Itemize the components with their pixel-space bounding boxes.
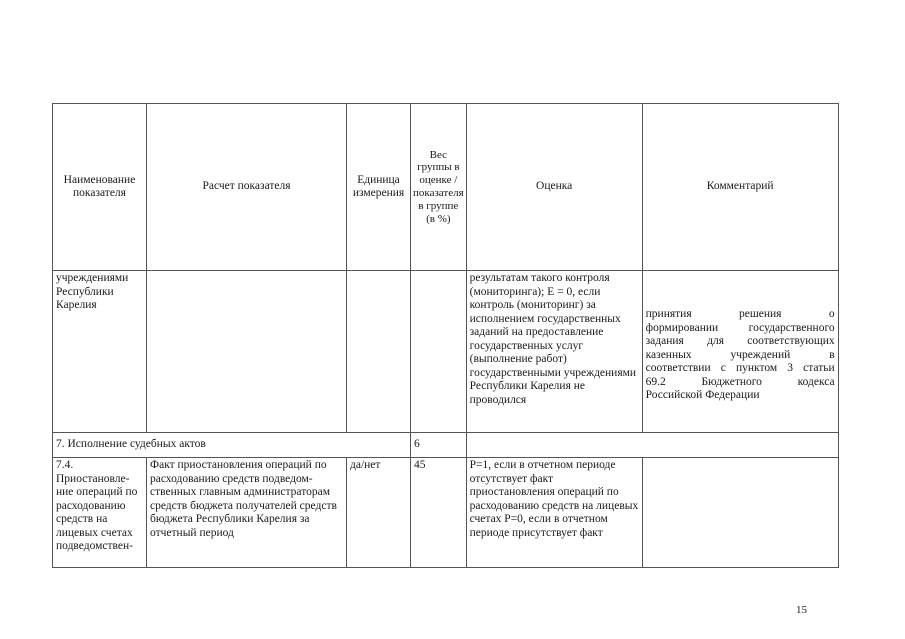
comment-line: 69.2 Бюджетного кодекса (645, 375, 835, 388)
comment-line: принятия решения о (645, 308, 835, 320)
section-row (53, 433, 839, 458)
row-assessment: результатам такого контроля (мониторинга); E = 0, если контроль (мониторинг) за исполнением государственных заданий на предоставление государственных услуг (выполнение работ) государственными учреждениями Республики Карелия не проводился (466, 271, 642, 433)
row-calc (147, 271, 347, 433)
header-unit: Единица измерения (347, 104, 411, 271)
comment-line: задания для соответствующих (645, 335, 835, 347)
section-weight: 6 (411, 433, 467, 458)
indicator-table (52, 103, 839, 568)
row-unit: да/нет (347, 458, 411, 568)
header-weight: Вес группы в оценке / показателя в группе (в %) (411, 104, 467, 271)
header-assessment: Оценка (466, 104, 642, 271)
comment-line: казенных учреждений в (645, 348, 835, 361)
section-title: 7. Исполнение судебных актов (53, 433, 411, 458)
row-comment (642, 271, 838, 433)
header-name: Наименование показателя (53, 104, 147, 271)
page-number: 15 (796, 604, 807, 616)
row-name: 7.4. Приостановле-ние операций по расходованию средств на лицевых счетах подведомствен- (53, 458, 147, 568)
row-comment (642, 458, 838, 568)
comment-line: формировании государственного (645, 321, 835, 334)
table-header-row (53, 104, 839, 271)
comment-line: Российской Федерации (645, 389, 760, 401)
row-name: учреждениями Республики Карелия (53, 271, 147, 433)
header-comment: Комментарий (642, 104, 838, 271)
comment-line: соответствии с пунктом 3 статьи (645, 362, 835, 374)
row-unit (347, 271, 411, 433)
section-empty (466, 433, 838, 458)
header-calc: Расчет показателя (147, 104, 347, 271)
row-weight: 45 (411, 458, 467, 568)
row-calc: Факт приостановления операций по расходованию средств подведом-ственных главным администраторам средств бюджета получателей средств бюджета Республики Карелия за отчетный период (147, 458, 347, 568)
row-weight (411, 271, 467, 433)
row-assessment: P=1, если в отчетном периоде отсутствует факт приостановления операций по расходованию средств на лицевых счетах P=0, если в отчетном периоде присутствует факт (466, 458, 642, 568)
table-row (53, 458, 839, 568)
table-row (53, 271, 839, 433)
